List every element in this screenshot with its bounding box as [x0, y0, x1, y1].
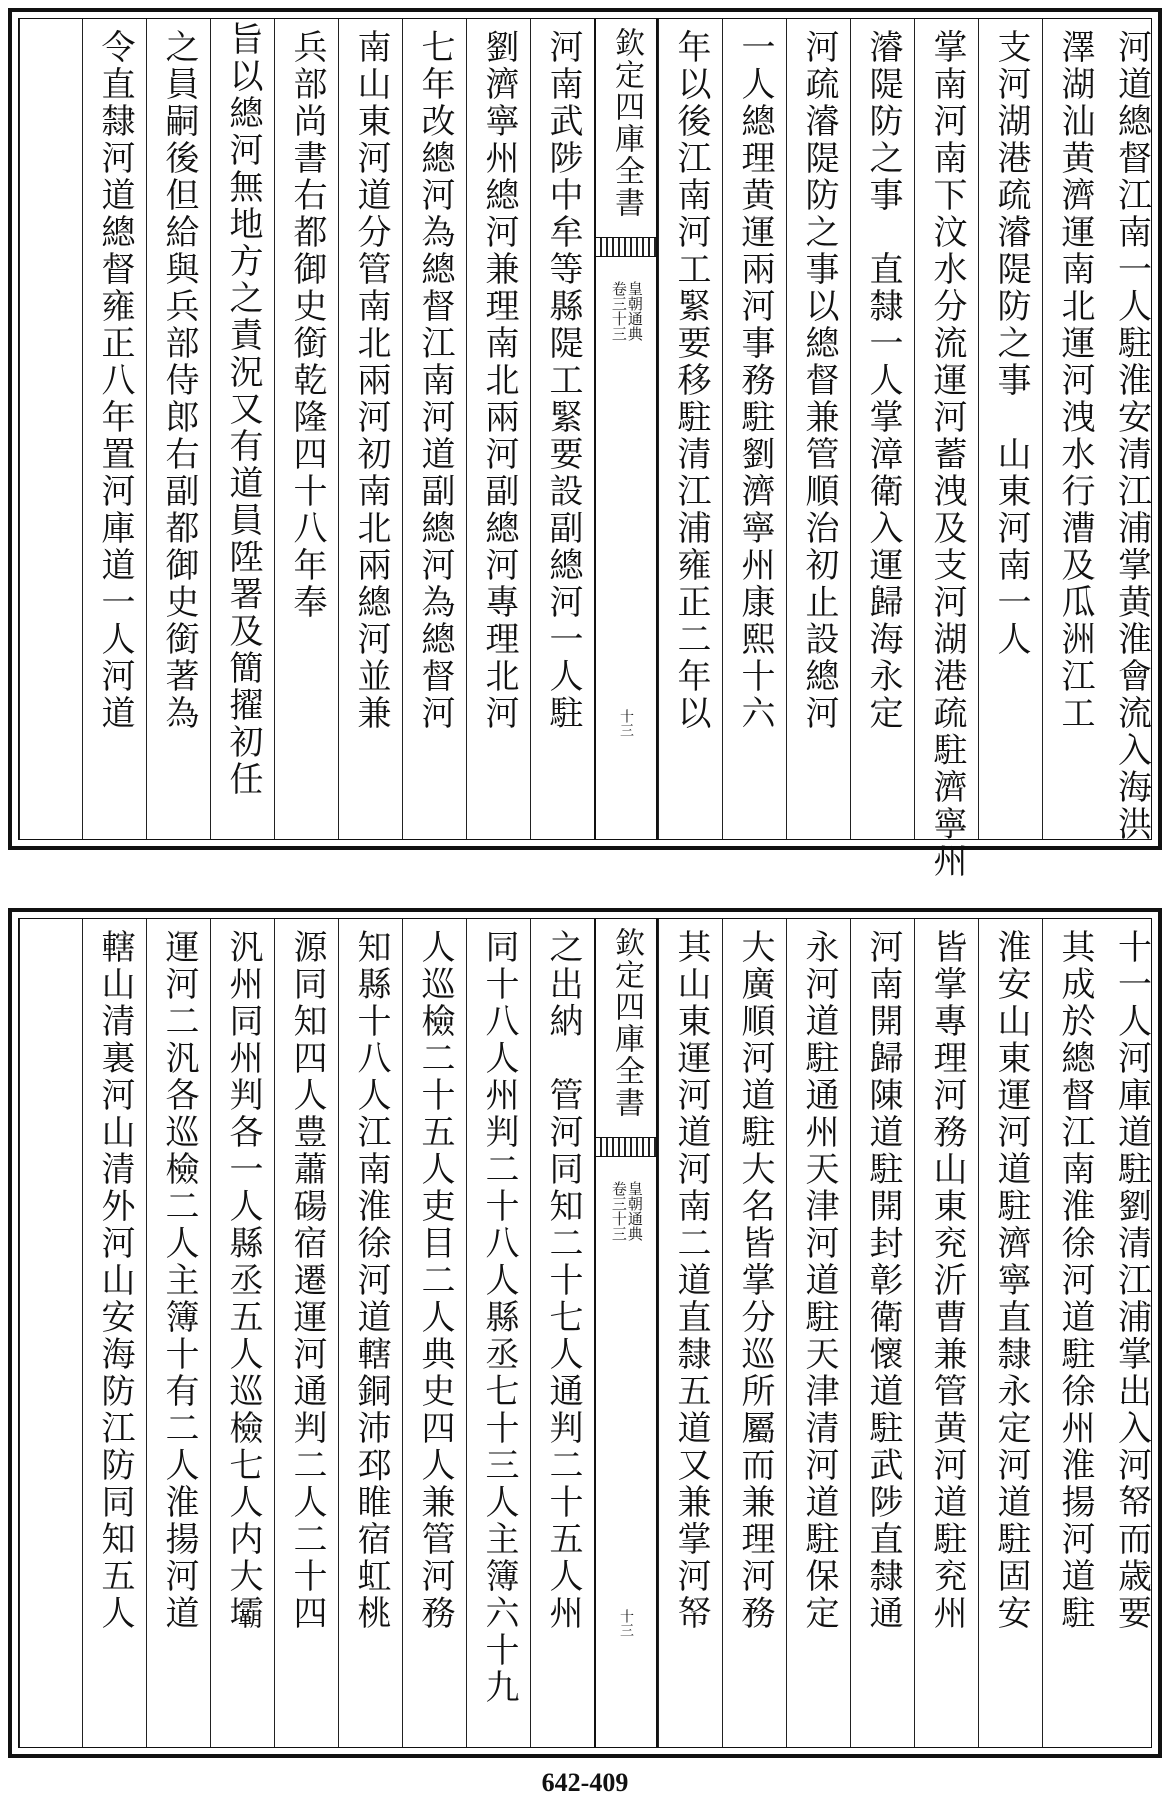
column-text: 兵部尚書右都御史銜乾隆四十八年奉 [287, 29, 327, 621]
text-column [786, 919, 851, 1747]
bottom-page-frame [18, 918, 1152, 1748]
column-text: 河道總督江南一人駐淮安清江浦掌黄淮會流入海洪 [1111, 29, 1152, 843]
bottom-page [8, 908, 1162, 1758]
text-column [914, 19, 979, 880]
book-title: 欽定四庫全書 [609, 927, 644, 1119]
column-text: 人巡檢二十五人吏目二人典史四人兼管河務 [415, 929, 455, 1632]
text-column [402, 919, 467, 1747]
column-text: 大廣順河道駐大名皆掌分巡所屬而兼理河務 [735, 929, 775, 1632]
column-text: 河南武陟中牟等縣隄工緊要設副總河一人駐 [543, 29, 583, 732]
text-column [530, 19, 595, 839]
text-column [658, 919, 723, 1747]
fishtail-mark [596, 237, 656, 257]
text-column [530, 919, 595, 1747]
column-text: 知縣十八人江南淮徐河道轄銅沛邳睢宿虹桃 [351, 929, 391, 1632]
column-text: 皆掌專理河務山東兖沂曹兼管黄河道駐兖州 [927, 929, 967, 1632]
column-text: 南山東河道分管南北兩河初南北兩總河並兼 [351, 29, 391, 732]
text-column [978, 919, 1043, 1747]
text-column [850, 19, 915, 839]
column-text: 旨以總河無地方之責況又有道員陞署及簡擢初任 [223, 21, 263, 798]
column-text: 之出納 管河同知二十七人通判二十五人州 [543, 929, 583, 1632]
section-title: 皇朝通典 [625, 281, 644, 341]
text-column [274, 919, 339, 1747]
column-text: 支河湖港疏濬隄防之事 山東河南一人 [991, 29, 1031, 658]
text-column [210, 919, 275, 1747]
folio-number: 十三 [618, 709, 634, 737]
text-column [1042, 919, 1107, 1747]
column-text: 澤湖汕黄濟運南北運河洩水行漕及瓜洲江工 [1055, 29, 1095, 732]
text-column [850, 919, 915, 1747]
column-text: 其成於總督江南淮徐河道駐徐州淮揚河道駐 [1055, 929, 1095, 1632]
section-title: 皇朝通典 [625, 1181, 644, 1241]
column-text: 濬隄防之事 直隸一人掌漳衛入運歸海永定 [863, 29, 903, 732]
column-text: 年以後江南河工緊要移駐清江浦雍正二年以 [671, 29, 711, 732]
text-column [978, 19, 1043, 839]
text-column [466, 19, 531, 839]
text-column [722, 919, 787, 1747]
column-text: 十一人河庫道駐劉清江浦掌出入河帑而歳要 [1111, 929, 1152, 1632]
column-text: 令直隸河道總督雍正八年置河庫道一人河道 [95, 29, 135, 732]
blank-column [19, 19, 83, 839]
centre-fold [594, 19, 658, 839]
column-text: 河南開歸陳道駐開封彰衛懷道駐武陟直隸通 [863, 929, 903, 1632]
column-text: 之員嗣後但給與兵部侍郎右副都御史銜著為 [159, 29, 199, 732]
text-column [82, 19, 147, 839]
text-column [1106, 19, 1157, 843]
blank-column [19, 919, 83, 1747]
text-column [402, 19, 467, 839]
top-page [8, 8, 1162, 880]
page-number: 642-409 [541, 1768, 629, 1797]
text-column [1106, 919, 1157, 1747]
top-page-frame [18, 18, 1152, 880]
text-column [914, 919, 979, 1747]
text-column [786, 19, 851, 839]
text-column [82, 919, 147, 1747]
column-text: 其山東運河道河南二道直隸五道又兼掌河帑 [671, 929, 711, 1632]
centre-fold [594, 919, 658, 1747]
text-column [338, 919, 403, 1747]
column-text: 運河二汎各巡檢二人主簿十有二人淮揚河道 [159, 929, 199, 1632]
column-text: 掌南河南下汶水分流運河蓄洩及支河湖港疏駐濟寧州 [927, 29, 967, 880]
column-text: 源同知四人豊蕭碭宿遷運河通判二人二十四 [287, 929, 327, 1632]
fishtail-mark [596, 1137, 656, 1157]
column-text: 一人總理黄運兩河事務駐劉濟寧州康熙十六 [735, 29, 775, 732]
text-column [146, 919, 211, 1747]
column-text: 七年改總河為總督江南河道副總河為總督河 [415, 29, 455, 732]
volume-number: 卷三十三 [609, 281, 628, 341]
text-column [338, 19, 403, 839]
column-text: 淮安山東運河道駐濟寧直隸永定河道駐固安 [991, 929, 1031, 1632]
column-text: 轄山清裏河山清外河山安海防江防同知五人 [95, 929, 135, 1632]
text-column [1042, 19, 1107, 839]
column-text: 劉濟寧州總河兼理南北兩河副總河專理北河 [479, 29, 519, 732]
column-text: 永河道駐通州天津河道駐天津清河道駐保定 [799, 929, 839, 1632]
column-text: 汎州同州判各一人縣丞五人巡檢七人内大壩 [223, 929, 263, 1632]
text-column [658, 19, 723, 839]
volume-number: 卷三十三 [609, 1181, 628, 1241]
book-title: 欽定四庫全書 [609, 27, 644, 219]
text-column [210, 19, 275, 839]
column-text: 河疏濬隄防之事以總督兼管順治初止設總河 [799, 29, 839, 732]
text-column [722, 19, 787, 839]
text-column [274, 19, 339, 839]
folio-number: 十三 [618, 1609, 634, 1637]
text-column [146, 19, 211, 839]
column-text: 同十八人州判二十八人縣丞七十三人主簿六十九 [479, 929, 519, 1706]
text-column [466, 919, 531, 1747]
